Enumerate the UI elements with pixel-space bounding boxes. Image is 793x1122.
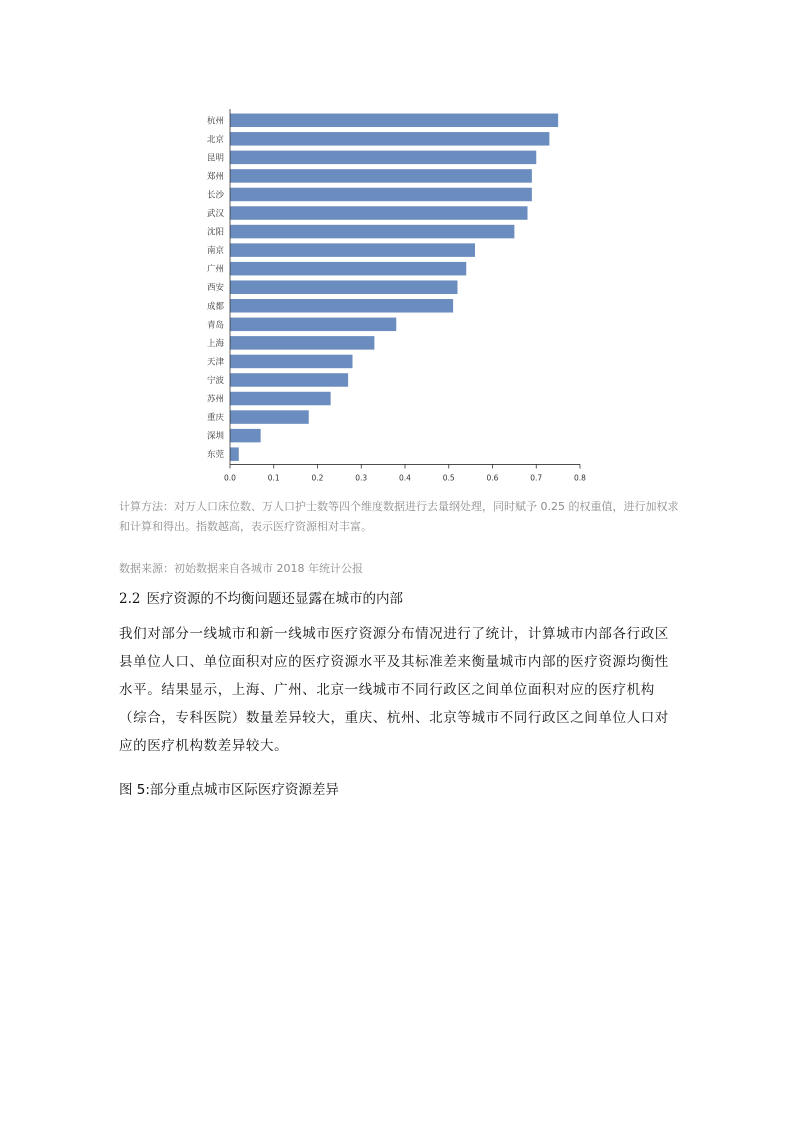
bar-2 bbox=[230, 151, 536, 165]
x-tick-label-0: 0.0 bbox=[224, 473, 236, 483]
bar-1 bbox=[230, 132, 549, 146]
category-label-7: 南京 bbox=[206, 246, 224, 257]
category-label-18: 东莞 bbox=[206, 450, 224, 461]
bars-group bbox=[230, 114, 558, 461]
bar-8 bbox=[230, 262, 466, 276]
category-label-16: 重庆 bbox=[206, 413, 224, 424]
body-paragraph: 我们对部分一线城市和新一线城市医疗资源分布情况进行了统计，计算城市内部各行政区县单位人口、单位面积对应的医疗资源水平及其标准差来衡量城市内部的医疗资源均衡性水平。结果显示，上海、广州、北京一线城市不同行政区之间单位面积对应的医疗机构（综合，专科医院）数量差异较大，重庆、杭州、北京等城市不同行政区之间单位人口对应的医疗机构数差异较大。 bbox=[119, 626, 669, 754]
category-label-1: 北京 bbox=[206, 134, 224, 145]
x-tick-label-3: 0.3 bbox=[355, 473, 368, 483]
category-labels bbox=[207, 115, 225, 460]
category-label-15: 苏州 bbox=[206, 394, 224, 405]
method-note: 计算方法：对万人口床位数、万人口护士数等四个维度数据进行去量纲处理，同时赋予 0.25 的权重值，进行加权求和计算和得出。指数越高，表示医疗资源相对丰富。 bbox=[119, 500, 679, 533]
category-label-10: 成都 bbox=[206, 301, 224, 312]
bar-11 bbox=[230, 318, 396, 332]
bar-4 bbox=[230, 188, 532, 202]
x-tick-label-4: 0.4 bbox=[399, 473, 411, 483]
source-note: 数据来源：初始数据来自各城市 2018 年统计公报 bbox=[119, 562, 363, 575]
x-tick-label-2: 0.2 bbox=[311, 473, 324, 483]
category-label-12: 上海 bbox=[206, 338, 224, 349]
x-tick-label-6: 0.6 bbox=[486, 473, 499, 483]
category-label-9: 西安 bbox=[206, 283, 224, 294]
category-label-2: 昆明 bbox=[206, 153, 224, 164]
x-axis-ticks bbox=[224, 464, 586, 482]
bar-12 bbox=[230, 336, 374, 350]
x-tick-label-8: 0.8 bbox=[574, 473, 586, 483]
category-label-13: 天津 bbox=[206, 357, 224, 368]
category-label-4: 长沙 bbox=[206, 190, 224, 201]
bar-15 bbox=[230, 392, 331, 406]
bar-14 bbox=[230, 373, 348, 387]
bar-5 bbox=[230, 206, 528, 220]
bar-13 bbox=[230, 355, 353, 369]
section-title: 医疗资源的不均衡问题还显露在城市的内部 bbox=[146, 591, 403, 607]
bar-3 bbox=[230, 169, 532, 183]
x-tick-label-5: 0.5 bbox=[442, 473, 455, 483]
category-label-5: 武汉 bbox=[206, 209, 224, 220]
category-label-17: 深圳 bbox=[206, 431, 224, 442]
category-label-14: 宁波 bbox=[206, 375, 224, 386]
x-tick-label-1: 0.1 bbox=[267, 473, 280, 483]
x-tick-label-7: 0.7 bbox=[530, 473, 543, 483]
category-label-11: 青岛 bbox=[206, 320, 224, 331]
bar-18 bbox=[230, 447, 239, 461]
bar-6 bbox=[230, 225, 514, 239]
bar-0 bbox=[230, 114, 558, 128]
section-number: 2.2 bbox=[119, 591, 141, 607]
category-label-6: 沈阳 bbox=[206, 227, 224, 238]
bar-16 bbox=[230, 410, 309, 424]
bar-17 bbox=[230, 429, 261, 443]
category-label-8: 广州 bbox=[206, 264, 224, 275]
bar-chart bbox=[195, 105, 595, 485]
category-label-0: 杭州 bbox=[206, 116, 224, 127]
bar-10 bbox=[230, 299, 453, 313]
category-label-3: 郑州 bbox=[206, 171, 224, 182]
bar-7 bbox=[230, 243, 475, 257]
section-heading bbox=[119, 588, 679, 610]
figure-caption: 图 5:部分重点城市区际医疗资源差异 bbox=[119, 782, 339, 798]
bar-9 bbox=[230, 280, 458, 294]
